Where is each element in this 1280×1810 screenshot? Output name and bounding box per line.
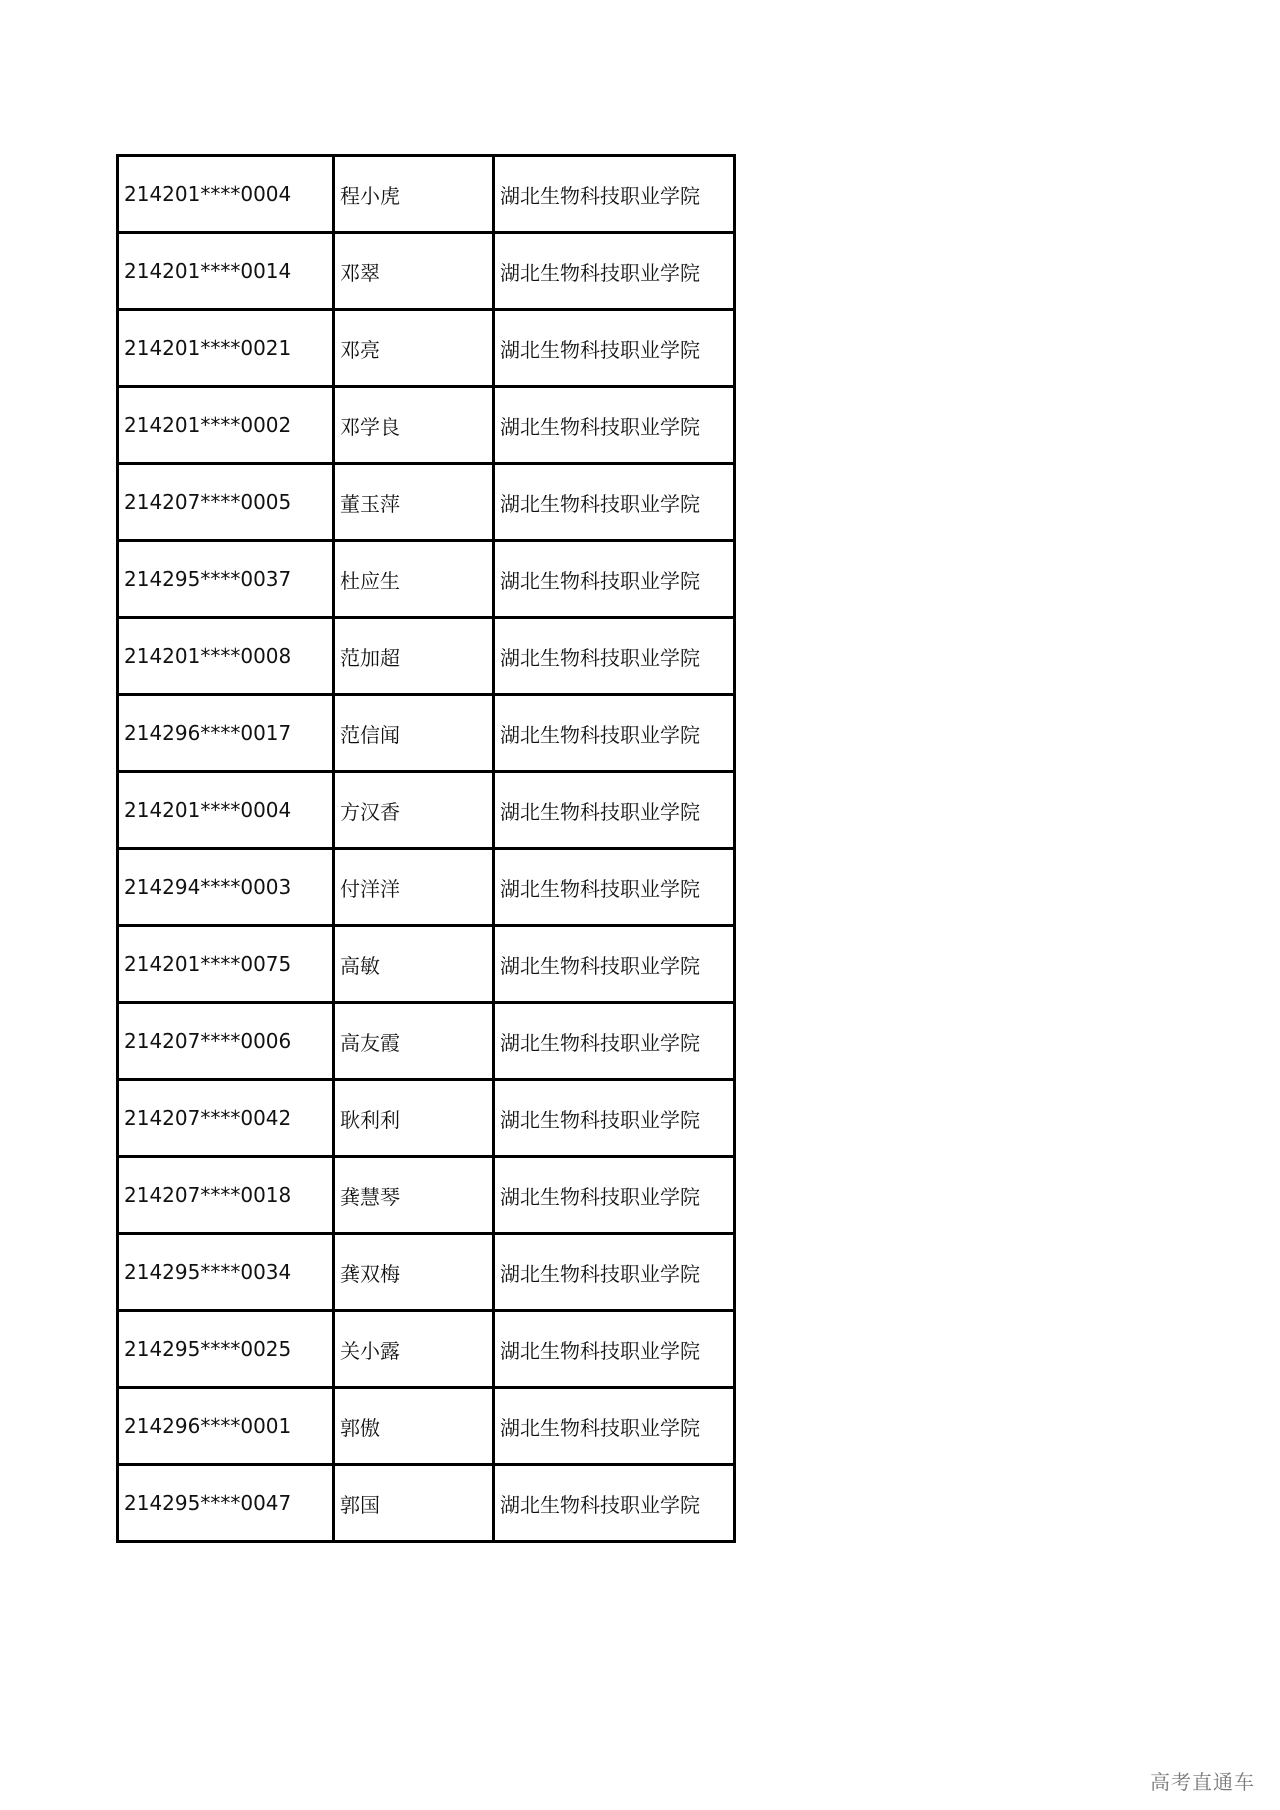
table-row (118, 1388, 735, 1465)
school-cell: 湖北生物科技职业学院 (494, 1311, 735, 1388)
table-row (118, 618, 735, 695)
candidate-id-cell: 214295****0025 (118, 1311, 334, 1388)
name-cell: 高友霞 (334, 1003, 494, 1080)
table-row (118, 541, 735, 618)
table-row (118, 1003, 735, 1080)
admission-list-table (116, 154, 736, 1543)
name-cell: 杜应生 (334, 541, 494, 618)
candidate-id-cell: 214201****0008 (118, 618, 334, 695)
table-row (118, 310, 735, 387)
candidate-id-cell: 214207****0042 (118, 1080, 334, 1157)
table-row (118, 387, 735, 464)
name-cell: 龚双梅 (334, 1234, 494, 1311)
school-cell: 湖北生物科技职业学院 (494, 1234, 735, 1311)
school-cell: 湖北生物科技职业学院 (494, 926, 735, 1003)
candidate-id-cell: 214295****0034 (118, 1234, 334, 1311)
school-cell: 湖北生物科技职业学院 (494, 1157, 735, 1234)
name-cell: 郭国 (334, 1465, 494, 1542)
name-cell: 范加超 (334, 618, 494, 695)
school-cell: 湖北生物科技职业学院 (494, 1080, 735, 1157)
candidate-id-cell: 214201****0021 (118, 310, 334, 387)
name-cell: 范信闻 (334, 695, 494, 772)
name-cell: 付洋洋 (334, 849, 494, 926)
school-cell: 湖北生物科技职业学院 (494, 233, 735, 310)
school-cell: 湖北生物科技职业学院 (494, 541, 735, 618)
school-cell: 湖北生物科技职业学院 (494, 618, 735, 695)
name-cell: 邓翠 (334, 233, 494, 310)
table-row (118, 695, 735, 772)
school-cell: 湖北生物科技职业学院 (494, 1003, 735, 1080)
candidate-id-cell: 214296****0017 (118, 695, 334, 772)
table-row (118, 849, 735, 926)
candidate-id-cell: 214201****0014 (118, 233, 334, 310)
candidate-id-cell: 214207****0005 (118, 464, 334, 541)
table-row (118, 233, 735, 310)
school-cell: 湖北生物科技职业学院 (494, 1388, 735, 1465)
name-cell: 邓亮 (334, 310, 494, 387)
name-cell: 郭傲 (334, 1388, 494, 1465)
table-row (118, 772, 735, 849)
name-cell: 邓学良 (334, 387, 494, 464)
school-cell: 湖北生物科技职业学院 (494, 1465, 735, 1542)
school-cell: 湖北生物科技职业学院 (494, 849, 735, 926)
candidate-id-cell: 214207****0006 (118, 1003, 334, 1080)
school-cell: 湖北生物科技职业学院 (494, 695, 735, 772)
table-row (118, 1465, 735, 1542)
table-row (118, 1311, 735, 1388)
name-cell: 董玉萍 (334, 464, 494, 541)
candidate-id-cell: 214296****0001 (118, 1388, 334, 1465)
name-cell: 方汉香 (334, 772, 494, 849)
table-row (118, 1080, 735, 1157)
table-row (118, 464, 735, 541)
table-body (118, 156, 735, 1542)
name-cell: 龚慧琴 (334, 1157, 494, 1234)
table-row (118, 1234, 735, 1311)
watermark: 高考直通车 (1150, 1770, 1255, 1794)
table-row (118, 156, 735, 233)
candidate-id-cell: 214201****0004 (118, 156, 334, 233)
candidate-id-cell: 214201****0002 (118, 387, 334, 464)
candidate-id-cell: 214294****0003 (118, 849, 334, 926)
school-cell: 湖北生物科技职业学院 (494, 156, 735, 233)
candidate-id-cell: 214295****0047 (118, 1465, 334, 1542)
school-cell: 湖北生物科技职业学院 (494, 772, 735, 849)
candidate-id-cell: 214201****0075 (118, 926, 334, 1003)
name-cell: 关小露 (334, 1311, 494, 1388)
school-cell: 湖北生物科技职业学院 (494, 464, 735, 541)
candidate-id-cell: 214295****0037 (118, 541, 334, 618)
name-cell: 程小虎 (334, 156, 494, 233)
candidate-id-cell: 214201****0004 (118, 772, 334, 849)
school-cell: 湖北生物科技职业学院 (494, 310, 735, 387)
candidate-id-cell: 214207****0018 (118, 1157, 334, 1234)
name-cell: 耿利利 (334, 1080, 494, 1157)
table-row (118, 926, 735, 1003)
name-cell: 高敏 (334, 926, 494, 1003)
school-cell: 湖北生物科技职业学院 (494, 387, 735, 464)
table-row (118, 1157, 735, 1234)
